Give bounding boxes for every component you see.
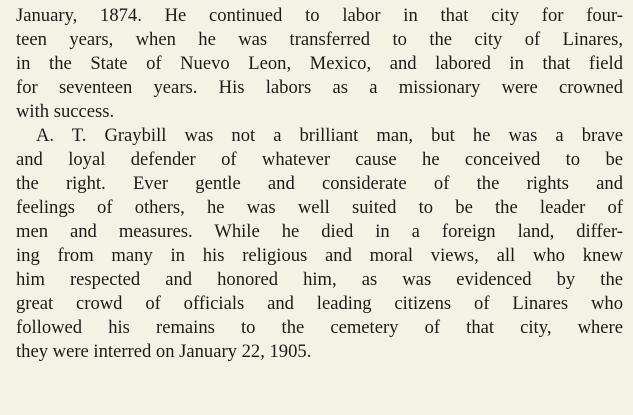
paragraph-1 — [16, 4, 623, 124]
text-line: feelings of others, he was well suited to be the leader of — [16, 197, 623, 218]
text-line: men and measures. While he died in a foreign land, differ- — [16, 221, 623, 242]
text-line: the right. Ever gentle and considerate of the rights and — [16, 173, 623, 194]
text-line: in the State of Nuevo Leon, Mexico, and labored in that field — [16, 53, 623, 74]
text-line: January, 1874. He continued to labor in that city for four- — [16, 5, 623, 26]
text-line: for seventeen years. His labors as a missionary were crowned — [16, 77, 623, 98]
paragraph-2 — [16, 124, 623, 364]
text-line: A. T. Graybill was not a brilliant man, but he was a brave — [36, 125, 623, 146]
text-line: with success. — [16, 101, 115, 122]
text-line: ing from many in his religious and moral views, all who knew — [16, 245, 623, 266]
text-line: they were interred on January 22, 1905. — [16, 341, 312, 362]
text-line: him respected and honored him, as was evidenced by the — [16, 269, 623, 290]
text-line: teen years, when he was transferred to the city of Linares, — [16, 29, 623, 50]
text-line: followed his remains to the cemetery of that city, where — [16, 317, 623, 338]
text-line: great crowd of officials and leading citizens of Linares who — [16, 293, 623, 314]
text-line: and loyal defender of whatever cause he conceived to be — [16, 149, 623, 170]
